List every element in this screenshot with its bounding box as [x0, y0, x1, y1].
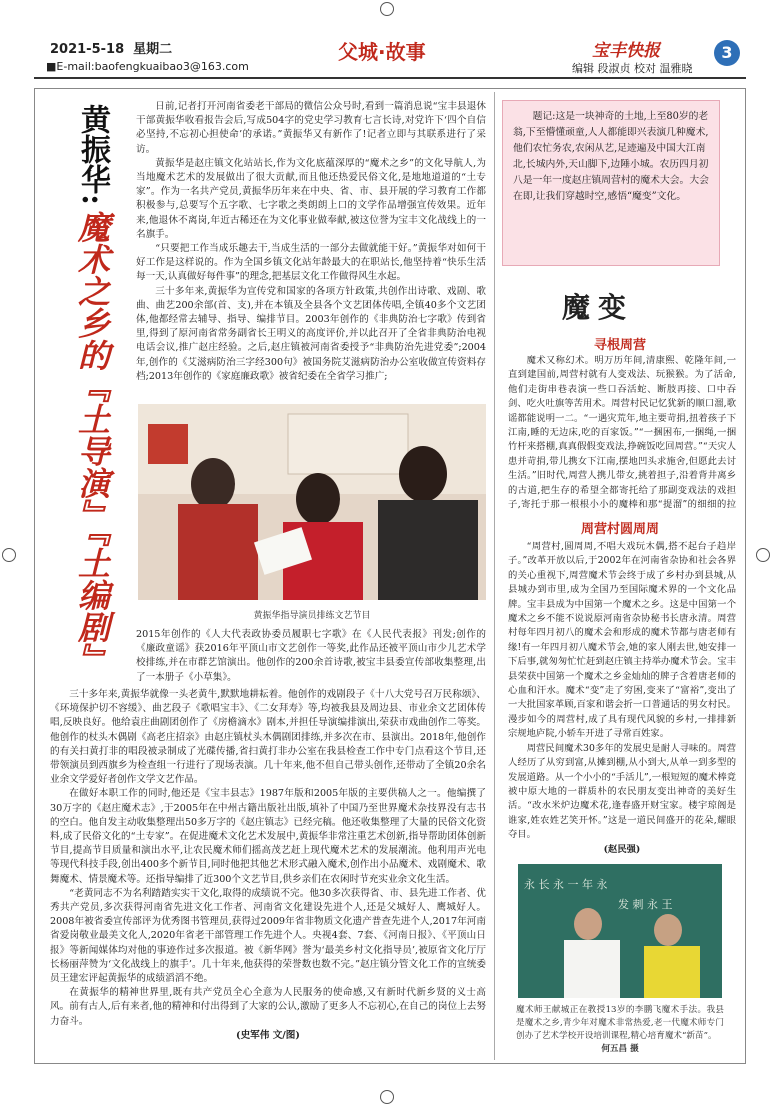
- contact-email: ■E-mail:baofengkuaibao3@163.com: [46, 60, 249, 73]
- section-heading-roots: 寻根周营: [593, 338, 646, 353]
- caption-text: 魔术师王献城正在教授13岁的李鹏飞魔术手法。我县是魔术之乡,青少年对魔术非常热爱,老一代魔术师专门创办了艺术学校开设培训课程,精心培育魔术“新苗”。: [516, 1005, 724, 1041]
- paragraph: 在黄振华的精神世界里,既有共产党员全心全意为人民服务的使命感,又有新时代新乡贤的义士高风。前有古人,后有来者,他的精神和付出得到了大家的公认,激励了更多人不忘初心,在自己的岗位上去努力奋斗。: [50, 987, 486, 1027]
- issue-date: [50, 38, 172, 57]
- title-name: 黄振华:: [75, 104, 110, 206]
- paragraph: 三十多年来,黄振华就像一头老黄牛,默默地耕耘着。他创作的戏剧段子《十八大党号召万民称颂》、《环境保护切不容缓》、曲艺段子《歌唱宝丰》、《二女拜寿》等,均被我县及周边县、市业余文艺团体传唱,反映良好。他给袁庄曲剧团创作了《房檐滴水》剧本,并担任导演编排演出,荣获市戏曲创作二等奖。他创作的杖头木偶剧《高老庄招亲》由赵庄镇杖头木偶剧团排练,并多次在市、县演出。2018年,他创作的有关扫黄打非的唱段被录制成了光碟传播,省扫黄打非办公室在我县检查工作中专门点看这个节目,还带领演员到西旗乡为检查组一行进行了现场表演。几十年来,他不但自己带头创作,还带动了全镇20余名业余文学爱好者创作文学文艺作品。: [50, 689, 486, 786]
- paragraph: 周营民间魔术30多年的发展史是耐人寻味的。周营人经历了从穷到富,从摊到棚,从小到大,从单一到多型的发展道路。从一个小小的“手活儿”,一根短短的魔术棒竟被中原大地的一群质朴的农民朋友变出神奇的美好生活。“改水米炉边魔术花,逢春盛开财宝家。楼宇琼阁是谁家,姓农姓艺笑开怀。”这是一道民间盛开的花朵,耀眼夺目。: [508, 742, 736, 841]
- article-body-top: [136, 100, 486, 390]
- paragraph: 在做好本职工作的同时,他还是《宝丰县志》1987年版和2005年版的主要供稿人之一。他编撰了30万字的《赵庄魔术志》,于2005年在中州古籍出版社出版,填补了中国乃至世界魔术杂技界没有志书的空白。他自发主动收集整理出50多万字的《赵庄镇志》已经完稿。他还收集整理了大量的民俗文化资料,成了民俗文化的“土专家”。在促进魔术文化艺术发展中,黄振华非常注重艺术创新,指导帮助团体创新节目,提高节目质量和演出水平,让农民魔术师们摇高茂艺赶上现代魔术艺术的发展潮流。他利用声光电等现代科技手段,创出400多个新节目,同时他把其他艺术形式融入魔术,创作出小品魔术、戏剧魔术、歌舞魔术、情景魔术等。还指导编排了近300个文艺节目,供乡亲们在农闲时节充实业余文化生活。: [50, 788, 486, 885]
- article-byline: (史军伟 文/图): [236, 1029, 300, 1041]
- sidebar-byline: (赵民强): [603, 843, 641, 855]
- paragraph: 三十多年来,黄振华为宣传党和国家的各项方针政策,共创作出诗歌、戏剧、歌曲、曲艺200余部(首、支),并在本镇及全县各个文艺团体传唱,全镇40多个文艺团体,他都经常去辅导、指导、编排节目。2003年创作的《非典防治七字歌》传到省里,得到了原河南省常务副省长王明义的高度评价,并以此召开了全省非典防治电视电话会议,推广赵庄经验。之后,赵庄镇被河南省委授予“非典防治先进党委”;2004年,创作的《艾滋病防治三字经300句》被国务院艾滋病防治办公室收做宣传资料存档;2013年创作的《家庭廉政歌》被省纪委在全省学习推广;: [136, 285, 486, 382]
- photo-credit: 何五昌 摄: [601, 1044, 639, 1054]
- paragraph: 黄振华是赵庄镇文化站站长,作为文化底蕴深厚的“魔术之乡”的文化导航人,为当地魔术艺术的发展做出了很大贡献,而且他还热爱民俗文化,是地地道道的“土专家”。作为一名共产党员,黄振华历年来在中央、省、市、县开展的学习教育工作都积极参与,总要写个五字歌、七字歌之类朗朗上口的文学作品增强宣传效果。近年来,他退休不离岗,年近古稀还在为文化事业做奉献,被这位誉为宝丰文化战线上的一名旗手。: [136, 157, 486, 240]
- section-heading-village: 周营村圆周周: [580, 522, 659, 537]
- registration-mark-top: [380, 2, 394, 16]
- page-number-badge: 3: [714, 40, 740, 66]
- weekday-text: 星期二: [133, 42, 173, 57]
- paragraph: 魔术又称幻术。明万历年间,清康熙、乾隆年间,一直到建国前,周营村就有人变戏法、玩猴猴。为了活命,他们走街串巷表演一些口吞活蛇、断肢再接、口中吞剑、吃火吐旗等苦用术。周营村民记忆犹新的顺口溜,歌谣都能说明一二。“一遇灾荒年,地主要苛捐,扭着孩子下江南,睡的无边床,吃的百家饭。”“一捆困布,一捆绳,一捆竹杆来搭棚,真真假假变戏法,挣碗饭吃回周营。”“天灾人患并苛捐,带儿携女下江南,摆地凹头求施舍,但愿此去讨生活。”旧时代,周营人携儿带女,挑着担子,沿着背井离乡的古道,把生存的希望全都寄托给了那副变戏法的戏担子,寄托于那一根根小小的魔棒和那“提溜”的细细的拉: [508, 355, 736, 511]
- svg-text:发 刺 永 王: 发 刺 永 王: [618, 898, 673, 911]
- paragraph: “只要把工作当成乐趣去干,当成生活的一部分去做就能干好。”黄振华对如何干好工作是这样说的。作为全国乡镇文化站年龄最大的在职站长,他坚持着“快乐生活每一天,认真做好每件事”的理念,把基层文化工作做得风生水起。: [136, 243, 486, 283]
- section-title: 父城·故事: [338, 40, 426, 64]
- editor-note-box: [502, 100, 720, 266]
- registration-mark-bottom: [380, 1090, 394, 1104]
- editor-credits: 编辑 段淑贞 校对 温雅晓: [572, 62, 693, 75]
- section-text-village: [508, 540, 736, 858]
- column-divider: [494, 92, 495, 1060]
- photo-magic-class: [518, 864, 722, 998]
- sidebar-title: 魔变: [562, 291, 635, 324]
- title-subtitle: 魔术之乡的『土导演』『土编剧』: [73, 211, 111, 676]
- editor-note-text: 题记:这是一块神奇的土地,上至80岁的老翁,下至懵懂顽童,人人都能即兴表演几种魔术,他们农忙务农,农闲从艺,足迹遍及中国大江南北,长城内外,天山脚下,边陲小城。农历四月初八是一年一度赵庄镇周营村的魔术大会。大会在即,让我们穿越时空,感悟“魔变”文化。: [513, 111, 709, 202]
- paragraph: “周营村,圆周周,不唱大戏玩木偶,搭不起台子趋岸子。”改革开放以后,于2002年在河南省杂协和社会各界的关心重视下,周营魔术节会终于成了乡村办到县城,从县城办到市里,成为全国乃至国际魔术界的一个文化品牌。宝丰县成为中国第一个魔术之乡。这是中国第一个魔术之乡不能不说说原河南省杂协秘书长唐永清。周营村每年四月初八的魔术会和形成的魔术节都与唐老师有缘!有一年四月初八魔术节会,她的家人刚去世,她安排一下后事,就匆匆忙忙赶到赵庄镇主持举办魔术节会。宝丰县荣获中国第一个魔术之乡金灿灿的牌子含着唐老师的心血和汗水。魔术“变”走了穷困,变来了“富裕”,变出了一大批国家革顾,百家和谐会折一口普通话的男女村民。漫步如今的周营村,成了具有现代风貌的乡村,一排排新宗规地庐院,小轿车开进了寻常百姓家。: [508, 541, 736, 740]
- paragraph: “老黄同志不为名利踏踏实实干文化,取得的成绩说不完。他30多次获得省、市、县先进工作者、优秀共产党员,多次获得河南省先进文化工作者、河南省文化建设先进个人,还是父城好人、鹰城好人。2008年被省委宣传部评为优秀图书管理员,获得过2009年省非物质文化遗产普查先进个人,2017年河南省爱岗敬业最美文化人,2020年省老干部管理工作先进个人。央视4套、7套、《河南日报》、《平顶山日报》等新闻媒体均对他的事迹作过多次报道。被《新华网》誉为‘最美乡村文化指导员’,被原省文化厅厅长杨丽萍赞为‘文化战线上的旗手’。几十年来,他获得的荣誉数也数不完。”赵庄镇分管文化工作的宣统委员王建宏评起黄振华的成绩滔滔不绝。: [50, 887, 486, 985]
- header-divider: [34, 77, 746, 79]
- date-text: 2021-5-18: [50, 42, 125, 57]
- paragraph: 2015年创作的《人大代表政协委员履职七字歌》在《人民代表报》刊发;创作的《廉政童谣》获2016年平顶山市文艺创作一等奖,此作品还被平顶山市少儿艺术学校排练,并在市群艺馆演出。他创作的200余首诗歌,被宝丰县委宣传部收集整理,出了一本册子《小草集》。: [136, 629, 486, 683]
- section-text-roots: [508, 354, 736, 512]
- svg-text:永 长 永 一 年 永: 永 长 永 一 年 永: [524, 878, 608, 891]
- photo-magic-class-illustration: [518, 864, 722, 998]
- photo-rehearsal-illustration: [138, 404, 486, 600]
- article-body-middle: [136, 628, 486, 686]
- photo-rehearsal-caption: 黄振华指导演员排练文艺节目: [253, 611, 371, 621]
- article-body-bottom: [50, 688, 486, 1058]
- registration-mark-right: [756, 548, 770, 562]
- article-title: [62, 104, 122, 675]
- photo-magic-class-caption: [516, 1004, 724, 1056]
- paragraph: 日前,记者打开河南省委老干部局的微信公众号时,看到一篇消息说“宝丰县退休干部黄振华收看报告会后,写成504字的党史学习教育七言长诗,对党许下‘四个自信必坚持,不忘初心担使命’的承诺。”黄振华又有新作了!记者立即与其联系进行了采访。: [136, 101, 486, 155]
- photo-rehearsal: [138, 404, 486, 600]
- newspaper-logo: 宝丰快报: [592, 41, 660, 61]
- registration-mark-left: [2, 548, 16, 562]
